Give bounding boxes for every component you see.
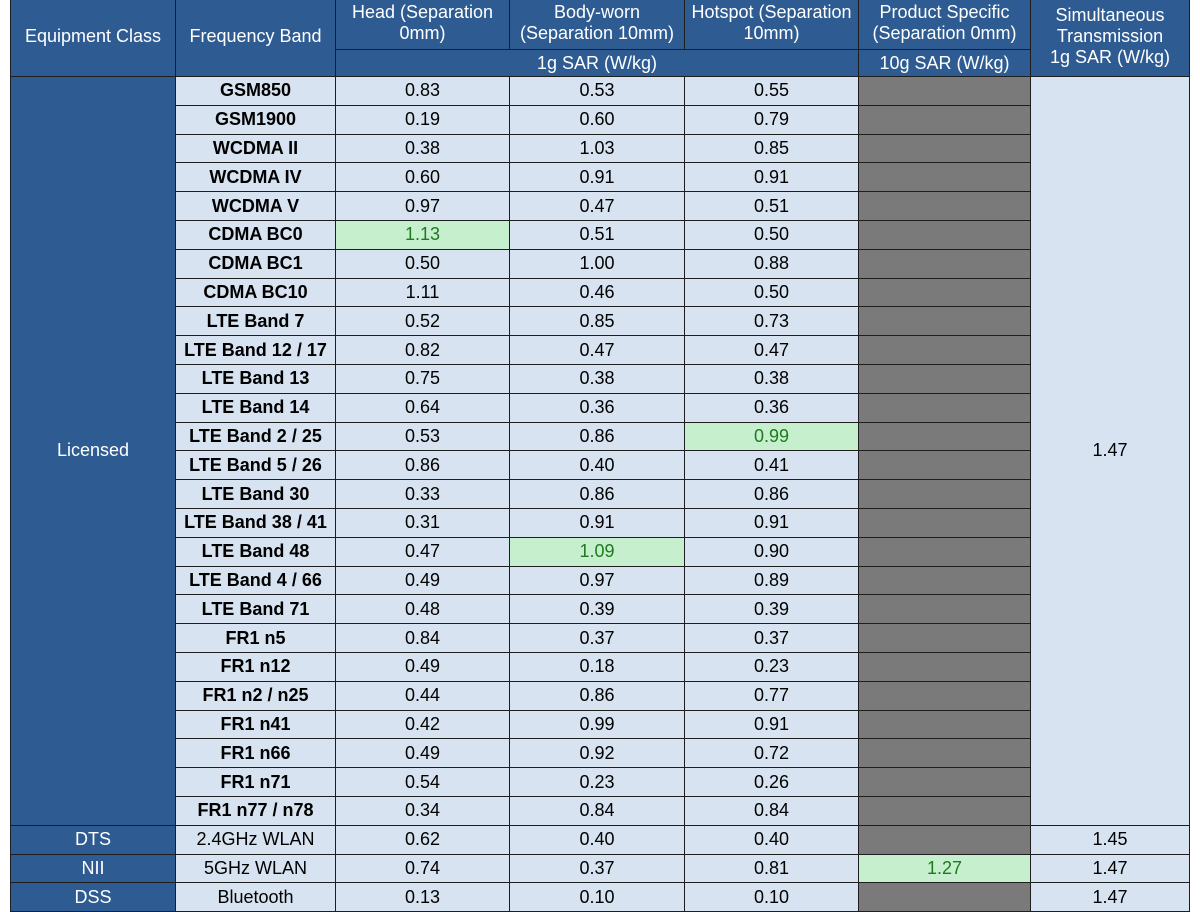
product-specific-cell bbox=[859, 77, 1031, 106]
head-header: Head (Separation 0mm) bbox=[336, 0, 510, 50]
product-specific-cell bbox=[859, 134, 1031, 163]
product-specific-cell bbox=[859, 681, 1031, 710]
header-row bbox=[11, 0, 1190, 50]
product-specific-cell bbox=[859, 566, 1031, 595]
head-sar-cell: 0.38 bbox=[336, 134, 510, 163]
head-sar-cell: 0.47 bbox=[336, 537, 510, 566]
body-worn-sar-cell: 0.40 bbox=[510, 825, 685, 854]
body-worn-sar-cell: 0.36 bbox=[510, 393, 685, 422]
frequency-band-cell: LTE Band 30 bbox=[176, 480, 336, 509]
frequency-band-cell: CDMA BC0 bbox=[176, 220, 336, 249]
product-specific-cell bbox=[859, 796, 1031, 825]
product-specific-cell bbox=[859, 163, 1031, 192]
head-sar-cell: 0.42 bbox=[336, 710, 510, 739]
sar-summary-table bbox=[10, 0, 1190, 912]
hotspot-sar-cell: 0.50 bbox=[685, 220, 859, 249]
product-specific-cell bbox=[859, 624, 1031, 653]
frequency-band-cell: Bluetooth bbox=[176, 883, 336, 912]
body-worn-sar-cell: 0.37 bbox=[510, 624, 685, 653]
product-specific-cell: 1.27 bbox=[859, 854, 1031, 883]
product-specific-cell bbox=[859, 220, 1031, 249]
body-worn-sar-cell: 1.09 bbox=[510, 537, 685, 566]
frequency-band-cell: FR1 n77 / n78 bbox=[176, 796, 336, 825]
table-row bbox=[11, 883, 1190, 912]
table-row bbox=[11, 278, 1190, 307]
simultaneous-header-title: Simultaneous Transmission bbox=[1055, 5, 1165, 46]
head-sar-cell: 0.19 bbox=[336, 105, 510, 134]
frequency-band-cell: LTE Band 12 / 17 bbox=[176, 336, 336, 365]
frequency-band-cell: LTE Band 5 / 26 bbox=[176, 451, 336, 480]
head-sar-cell: 0.50 bbox=[336, 249, 510, 278]
frequency-band-cell: LTE Band 48 bbox=[176, 537, 336, 566]
hotspot-header: Hotspot (Separation 10mm) bbox=[685, 0, 859, 50]
frequency-band-cell: 2.4GHz WLAN bbox=[176, 825, 336, 854]
head-sar-cell: 0.86 bbox=[336, 451, 510, 480]
head-sar-cell: 0.52 bbox=[336, 307, 510, 336]
table-row bbox=[11, 739, 1190, 768]
hotspot-sar-cell: 0.91 bbox=[685, 163, 859, 192]
head-sar-cell: 0.75 bbox=[336, 364, 510, 393]
table-row bbox=[11, 105, 1190, 134]
hotspot-sar-cell: 0.50 bbox=[685, 278, 859, 307]
table-row bbox=[11, 652, 1190, 681]
hotspot-sar-cell: 0.39 bbox=[685, 595, 859, 624]
hotspot-sar-cell: 0.85 bbox=[685, 134, 859, 163]
head-sar-cell: 0.34 bbox=[336, 796, 510, 825]
body-worn-sar-cell: 0.47 bbox=[510, 336, 685, 365]
frequency-band-cell: CDMA BC1 bbox=[176, 249, 336, 278]
body-worn-sar-cell: 0.84 bbox=[510, 796, 685, 825]
equipment-class-cell: DTS bbox=[11, 825, 176, 854]
equipment-class-cell: Licensed bbox=[11, 77, 176, 826]
hotspot-sar-cell: 0.26 bbox=[685, 768, 859, 797]
table-row bbox=[11, 624, 1190, 653]
frequency-band-cell: GSM850 bbox=[176, 77, 336, 106]
frequency-band-cell: GSM1900 bbox=[176, 105, 336, 134]
frequency-band-cell: FR1 n71 bbox=[176, 768, 336, 797]
product-specific-cell bbox=[859, 307, 1031, 336]
head-sar-cell: 1.11 bbox=[336, 278, 510, 307]
head-sar-cell: 0.97 bbox=[336, 192, 510, 221]
simultaneous-sar-cell: 1.47 bbox=[1031, 854, 1190, 883]
hotspot-sar-cell: 0.47 bbox=[685, 336, 859, 365]
head-sar-cell: 0.82 bbox=[336, 336, 510, 365]
hotspot-sar-cell: 0.99 bbox=[685, 422, 859, 451]
hotspot-sar-cell: 0.86 bbox=[685, 480, 859, 509]
unit-1g-header: 1g SAR (W/kg) bbox=[336, 50, 859, 77]
hotspot-sar-cell: 0.91 bbox=[685, 710, 859, 739]
simultaneous-sar-cell: 1.47 bbox=[1031, 883, 1190, 912]
product-specific-cell bbox=[859, 652, 1031, 681]
body-worn-sar-cell: 0.23 bbox=[510, 768, 685, 797]
frequency-band-cell: LTE Band 2 / 25 bbox=[176, 422, 336, 451]
equipment-class-header: Equipment Class bbox=[11, 0, 176, 77]
product-specific-cell bbox=[859, 537, 1031, 566]
frequency-band-cell: WCDMA II bbox=[176, 134, 336, 163]
body-worn-sar-cell: 0.86 bbox=[510, 480, 685, 509]
table-row bbox=[11, 364, 1190, 393]
head-sar-cell: 0.44 bbox=[336, 681, 510, 710]
body-worn-sar-cell: 0.97 bbox=[510, 566, 685, 595]
body-worn-sar-cell: 0.53 bbox=[510, 77, 685, 106]
hotspot-sar-cell: 0.91 bbox=[685, 508, 859, 537]
table-row bbox=[11, 307, 1190, 336]
body-worn-sar-cell: 0.99 bbox=[510, 710, 685, 739]
product-specific-cell bbox=[859, 825, 1031, 854]
product-specific-cell bbox=[859, 393, 1031, 422]
frequency-band-cell: LTE Band 14 bbox=[176, 393, 336, 422]
head-sar-cell: 0.84 bbox=[336, 624, 510, 653]
product-specific-cell bbox=[859, 883, 1031, 912]
frequency-band-cell: FR1 n5 bbox=[176, 624, 336, 653]
hotspot-sar-cell: 0.72 bbox=[685, 739, 859, 768]
body-worn-sar-cell: 0.60 bbox=[510, 105, 685, 134]
hotspot-sar-cell: 0.73 bbox=[685, 307, 859, 336]
product-specific-cell bbox=[859, 422, 1031, 451]
table-row bbox=[11, 796, 1190, 825]
frequency-band-cell: CDMA BC10 bbox=[176, 278, 336, 307]
head-sar-cell: 0.60 bbox=[336, 163, 510, 192]
hotspot-sar-cell: 0.41 bbox=[685, 451, 859, 480]
product-specific-cell bbox=[859, 739, 1031, 768]
body-worn-sar-cell: 0.86 bbox=[510, 422, 685, 451]
body-worn-sar-cell: 0.91 bbox=[510, 163, 685, 192]
frequency-band-cell: LTE Band 7 bbox=[176, 307, 336, 336]
body-worn-sar-cell: 0.91 bbox=[510, 508, 685, 537]
product-specific-cell bbox=[859, 768, 1031, 797]
body-worn-sar-cell: 0.10 bbox=[510, 883, 685, 912]
frequency-band-header: Frequency Band bbox=[176, 0, 336, 77]
head-sar-cell: 0.49 bbox=[336, 739, 510, 768]
product-specific-cell bbox=[859, 192, 1031, 221]
table-row bbox=[11, 595, 1190, 624]
frequency-band-cell: LTE Band 38 / 41 bbox=[176, 508, 336, 537]
body-worn-sar-cell: 0.18 bbox=[510, 652, 685, 681]
hotspot-sar-cell: 0.40 bbox=[685, 825, 859, 854]
product-specific-cell bbox=[859, 480, 1031, 509]
product-specific-cell bbox=[859, 451, 1031, 480]
head-sar-cell: 0.62 bbox=[336, 825, 510, 854]
equipment-class-cell: NII bbox=[11, 854, 176, 883]
table-row bbox=[11, 681, 1190, 710]
simultaneous-header bbox=[1031, 0, 1190, 77]
table-row bbox=[11, 134, 1190, 163]
product-specific-cell bbox=[859, 595, 1031, 624]
body-worn-sar-cell: 0.46 bbox=[510, 278, 685, 307]
head-sar-cell: 0.13 bbox=[336, 883, 510, 912]
body-worn-sar-cell: 0.39 bbox=[510, 595, 685, 624]
simultaneous-header-unit: 1g SAR (W/kg) bbox=[1049, 47, 1171, 67]
head-sar-cell: 0.49 bbox=[336, 652, 510, 681]
frequency-band-cell: FR1 n41 bbox=[176, 710, 336, 739]
hotspot-sar-cell: 0.37 bbox=[685, 624, 859, 653]
unit-10g-header: 10g SAR (W/kg) bbox=[859, 50, 1031, 77]
body-worn-sar-cell: 0.86 bbox=[510, 681, 685, 710]
product-specific-header: Product Specific (Separation 0mm) bbox=[859, 0, 1031, 50]
table-row bbox=[11, 336, 1190, 365]
head-sar-cell: 1.13 bbox=[336, 220, 510, 249]
hotspot-sar-cell: 0.51 bbox=[685, 192, 859, 221]
table-row bbox=[11, 77, 1190, 106]
frequency-band-cell: FR1 n12 bbox=[176, 652, 336, 681]
body-worn-sar-cell: 0.37 bbox=[510, 854, 685, 883]
head-sar-cell: 0.74 bbox=[336, 854, 510, 883]
hotspot-sar-cell: 0.90 bbox=[685, 537, 859, 566]
head-sar-cell: 0.33 bbox=[336, 480, 510, 509]
head-sar-cell: 0.49 bbox=[336, 566, 510, 595]
hotspot-sar-cell: 0.36 bbox=[685, 393, 859, 422]
table-row bbox=[11, 422, 1190, 451]
table-row bbox=[11, 163, 1190, 192]
table-row bbox=[11, 710, 1190, 739]
hotspot-sar-cell: 0.77 bbox=[685, 681, 859, 710]
frequency-band-cell: 5GHz WLAN bbox=[176, 854, 336, 883]
table-row bbox=[11, 451, 1190, 480]
frequency-band-cell: WCDMA V bbox=[176, 192, 336, 221]
head-sar-cell: 0.54 bbox=[336, 768, 510, 797]
head-sar-cell: 0.83 bbox=[336, 77, 510, 106]
table-row bbox=[11, 825, 1190, 854]
body-worn-sar-cell: 0.92 bbox=[510, 739, 685, 768]
hotspot-sar-cell: 0.84 bbox=[685, 796, 859, 825]
simultaneous-sar-cell: 1.45 bbox=[1031, 825, 1190, 854]
product-specific-cell bbox=[859, 508, 1031, 537]
body-worn-sar-cell: 0.40 bbox=[510, 451, 685, 480]
frequency-band-cell: LTE Band 13 bbox=[176, 364, 336, 393]
head-sar-cell: 0.53 bbox=[336, 422, 510, 451]
body-worn-sar-cell: 1.03 bbox=[510, 134, 685, 163]
table-row bbox=[11, 537, 1190, 566]
table-row bbox=[11, 854, 1190, 883]
body-worn-header: Body-worn (Separation 10mm) bbox=[510, 0, 685, 50]
hotspot-sar-cell: 0.79 bbox=[685, 105, 859, 134]
body-worn-sar-cell: 0.47 bbox=[510, 192, 685, 221]
body-worn-sar-cell: 0.85 bbox=[510, 307, 685, 336]
frequency-band-cell: FR1 n66 bbox=[176, 739, 336, 768]
hotspot-sar-cell: 0.81 bbox=[685, 854, 859, 883]
table-row bbox=[11, 508, 1190, 537]
product-specific-cell bbox=[859, 364, 1031, 393]
equipment-class-cell: DSS bbox=[11, 883, 176, 912]
product-specific-cell bbox=[859, 105, 1031, 134]
frequency-band-cell: WCDMA IV bbox=[176, 163, 336, 192]
table-row bbox=[11, 566, 1190, 595]
body-worn-sar-cell: 1.00 bbox=[510, 249, 685, 278]
head-sar-cell: 0.64 bbox=[336, 393, 510, 422]
table-row bbox=[11, 192, 1190, 221]
body-worn-sar-cell: 0.38 bbox=[510, 364, 685, 393]
head-sar-cell: 0.31 bbox=[336, 508, 510, 537]
table-row bbox=[11, 220, 1190, 249]
frequency-band-cell: LTE Band 4 / 66 bbox=[176, 566, 336, 595]
body-worn-sar-cell: 0.51 bbox=[510, 220, 685, 249]
product-specific-cell bbox=[859, 278, 1031, 307]
frequency-band-cell: LTE Band 71 bbox=[176, 595, 336, 624]
hotspot-sar-cell: 0.89 bbox=[685, 566, 859, 595]
table-row bbox=[11, 768, 1190, 797]
table-row bbox=[11, 480, 1190, 509]
hotspot-sar-cell: 0.10 bbox=[685, 883, 859, 912]
table-row bbox=[11, 393, 1190, 422]
head-sar-cell: 0.48 bbox=[336, 595, 510, 624]
product-specific-cell bbox=[859, 336, 1031, 365]
table-body bbox=[11, 77, 1190, 912]
hotspot-sar-cell: 0.23 bbox=[685, 652, 859, 681]
hotspot-sar-cell: 0.55 bbox=[685, 77, 859, 106]
product-specific-cell bbox=[859, 710, 1031, 739]
hotspot-sar-cell: 0.88 bbox=[685, 249, 859, 278]
frequency-band-cell: FR1 n2 / n25 bbox=[176, 681, 336, 710]
simultaneous-sar-cell: 1.47 bbox=[1031, 77, 1190, 826]
hotspot-sar-cell: 0.38 bbox=[685, 364, 859, 393]
table-row bbox=[11, 249, 1190, 278]
product-specific-cell bbox=[859, 249, 1031, 278]
